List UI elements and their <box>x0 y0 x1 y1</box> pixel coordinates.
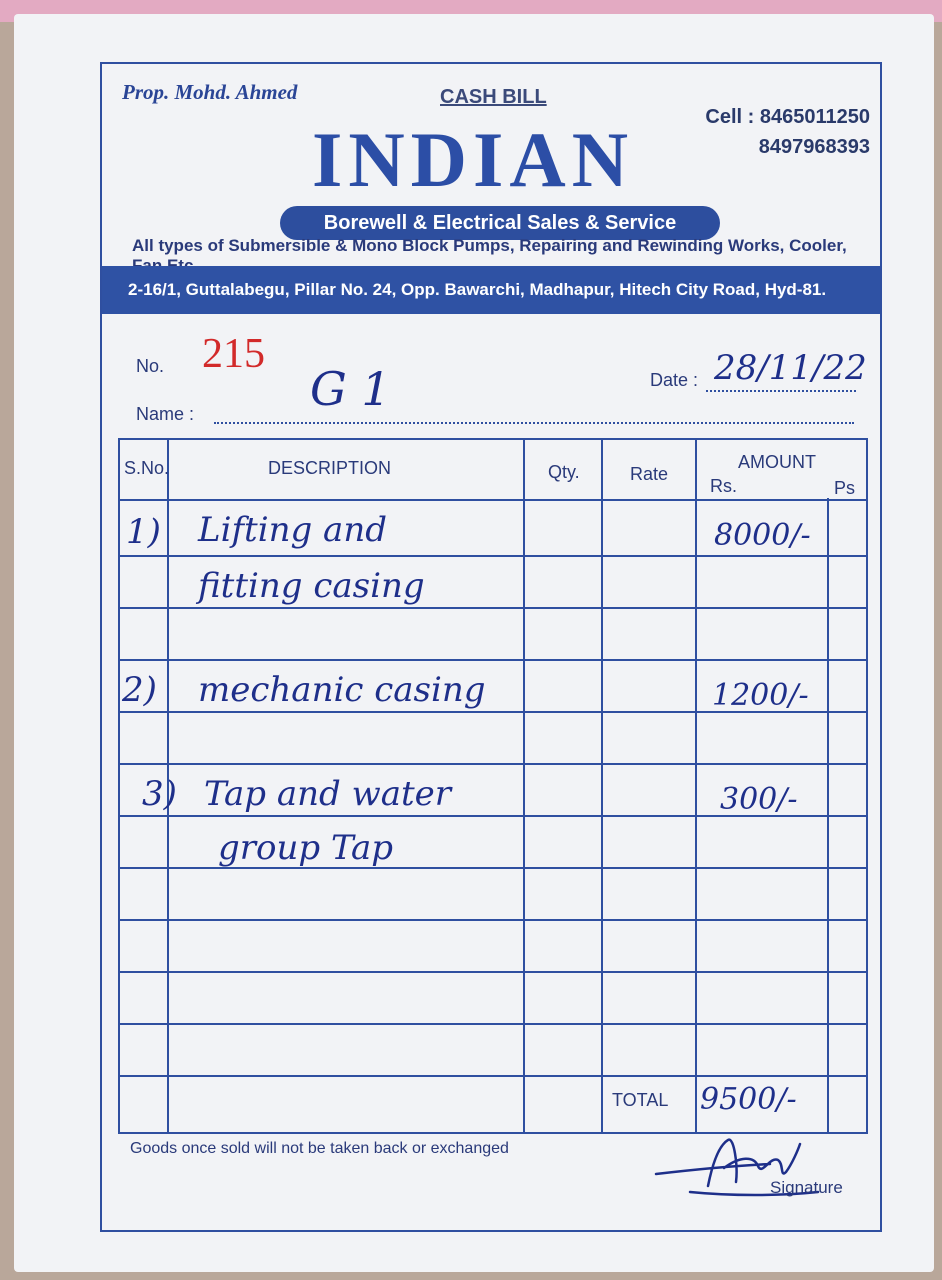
row-3-desc-line1: Tap and water <box>204 774 452 814</box>
cash-bill <box>100 62 882 1232</box>
row-1-sno: 1) <box>126 512 161 552</box>
items-table <box>118 438 868 1134</box>
terms-note: Goods once sold will not be taken back or exchanged <box>130 1140 509 1157</box>
header-rate: Rate <box>630 464 669 484</box>
header-sno: S.No. <box>124 458 170 478</box>
header-amount: AMOUNT <box>738 452 816 472</box>
header-ps: Ps <box>834 478 856 498</box>
row-1-desc-line2: fitting casing <box>198 566 425 606</box>
brand-name: INDIAN <box>312 116 635 203</box>
name-label: Name : <box>136 404 195 424</box>
name-dotted-line <box>214 422 854 424</box>
phone-2: 8497968393 <box>758 136 870 158</box>
bill-type: CASH BILL <box>440 86 547 108</box>
bill-number-label: No. <box>136 356 165 376</box>
row-2-sno: 2) <box>122 670 157 710</box>
date-value: 28/11/22 <box>714 348 867 388</box>
date-label: Date : <box>650 370 699 390</box>
row-3-desc-line2: group Tap <box>218 828 394 868</box>
row-1-amount: 8000/- <box>714 518 811 553</box>
receipt-paper <box>14 14 934 1272</box>
row-1-desc-line1: Lifting and <box>198 510 387 550</box>
row-3-amount: 300/- <box>720 782 798 817</box>
signature-label: Signature <box>770 1178 843 1197</box>
proprietor: Prop. Mohd. Ahmed <box>122 80 298 104</box>
customer-name: G 1 <box>310 362 391 416</box>
row-3-sno: 3) <box>142 774 177 814</box>
services-line: All types of Submersible & Mono Block Pumps, Repairing and Rewinding Works, Cooler, <box>132 236 847 255</box>
header-qty: Qty. <box>548 462 580 482</box>
total-amount: 9500/- <box>700 1082 797 1117</box>
total-label: TOTAL <box>612 1090 669 1110</box>
date-dotted-line <box>706 390 856 392</box>
header-rs: Rs. <box>710 476 737 496</box>
row-2-desc-line1: mechanic casing <box>198 670 486 710</box>
address-bar: 2-16/1, Guttalabegu, Pillar No. 24, Opp. Bawarchi, Madhapur, Hitech City Road, Hyd-81. <box>102 266 880 314</box>
tagline-pill: Borewell & Electrical Sales & Service <box>280 206 720 240</box>
bill-number: 215 <box>202 331 265 377</box>
row-2-amount: 1200/- <box>712 678 809 713</box>
header-description: DESCRIPTION <box>268 458 392 478</box>
phone-numbers <box>674 102 870 162</box>
phone-1: Cell : 8465011250 <box>705 106 870 128</box>
